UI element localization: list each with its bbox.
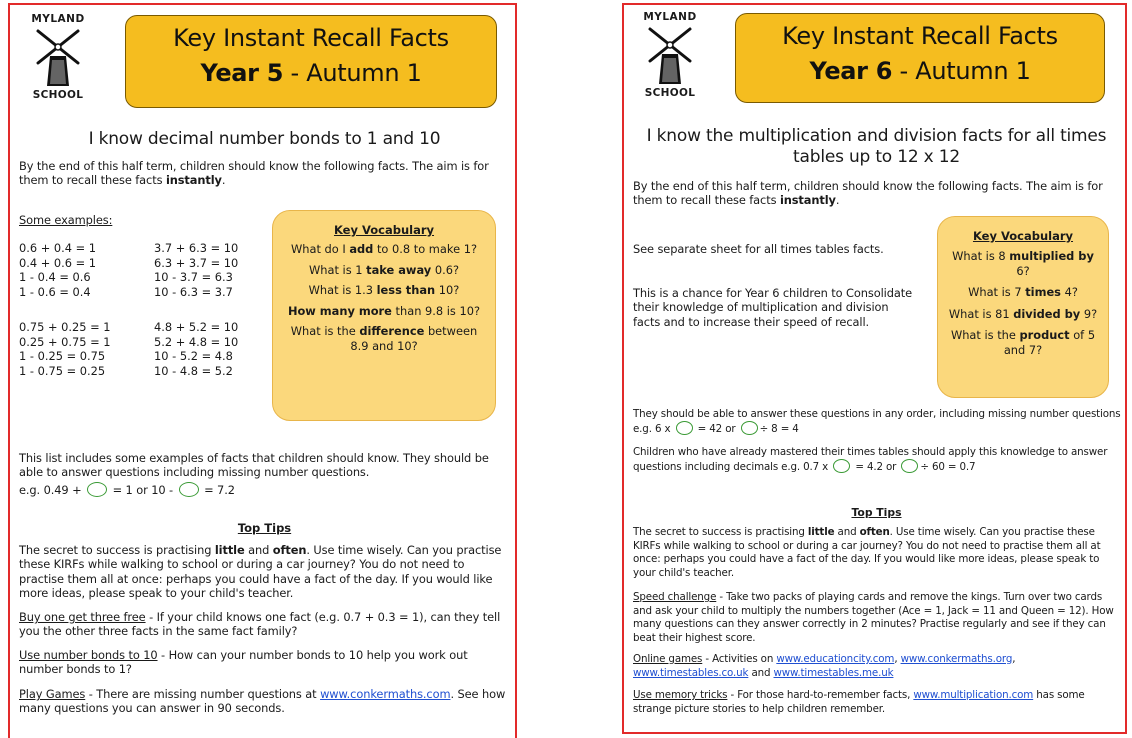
blank-circle-icon: [833, 459, 850, 473]
tip-buy-one: Buy one get three free - If your child knows one fact (e.g. 0.7 + 0.3 = 1), can they tell you the other three facts in the same fact family?: [19, 610, 501, 639]
fact-item: 1 - 0.6 = 0.4: [19, 284, 91, 299]
fact-item: 4.8 + 5.2 = 10: [154, 320, 239, 334]
top-tips-heading: Top Tips: [851, 506, 902, 519]
year6-sheet: [622, 3, 1127, 734]
title-text: Key Instant Recall Facts: [173, 24, 449, 52]
top-tips-heading: Top Tips: [237, 521, 292, 535]
intro-text: By the end of this half term, children should know the following facts. The aim is for them to recall these facts instantly.: [19, 159, 489, 188]
intro-text: By the end of this half term, children should know the following facts. The aim is for them to recall these facts instantly.: [633, 179, 1103, 208]
windmill-icon: [645, 24, 695, 84]
fact-item: 3.7 + 6.3 = 10: [154, 241, 239, 255]
tip-memory-tricks: Use memory tricks - For those hard-to-remember facts, www.multiplication.com has some strange picture stories to help children remember.: [633, 689, 1085, 715]
fact-item: 5.2 + 4.8 = 10: [154, 334, 239, 349]
vocab-item: What is the product of 5 and 7?: [950, 328, 1096, 357]
timestables-meuk-link[interactable]: www.timestables.me.uk: [773, 666, 894, 679]
vocab-item: How many more than 9.8 is 10?: [287, 303, 481, 318]
conkermaths-link[interactable]: www.conkermaths.com: [320, 687, 451, 701]
chance-text: This is a chance for Year 6 children to Consolidate their knowledge of multiplication and division facts and to increase their speed of recall.: [633, 286, 913, 329]
vocab-item: What is 8 multiplied by 6?: [952, 249, 1094, 278]
fact-item: 1 - 0.4 = 0.6: [19, 270, 91, 284]
fact-item: 10 - 4.8 = 5.2: [154, 363, 233, 378]
fact-item: 1 - 0.25 = 0.75: [19, 349, 106, 363]
vocab-title: Key Vocabulary: [333, 223, 435, 237]
fact-item: 10 - 5.2 = 4.8: [154, 349, 233, 363]
vocab-title: Key Vocabulary: [972, 229, 1074, 243]
see-separate-sheet: See separate sheet for all times tables facts.: [633, 242, 884, 256]
tip-number-bonds: Use number bonds to 10 - How can your number bonds to 10 help you work out number bonds to 1?: [19, 648, 468, 677]
fact-item: 0.25 + 0.75 = 1: [19, 334, 111, 349]
windmill-icon: [33, 26, 83, 86]
fact-item: 0.4 + 0.6 = 1: [19, 255, 97, 270]
key-vocabulary-box: [937, 216, 1109, 398]
blank-circle-icon: [676, 421, 693, 435]
missing-number-example: e.g. 0.49 + = 1 or 10 - = 7.2: [19, 483, 235, 497]
tip-online-games: Online games - Activities on www.educationcity.com, www.conkermaths.org, www.timestables.co.uk and www.timestables.me.uk: [633, 653, 1016, 679]
page-heading: I know decimal number bonds to 1 and 10: [88, 129, 441, 149]
title-banner: [125, 15, 497, 108]
key-vocabulary-box: [272, 210, 496, 421]
fact-item: 10 - 3.7 = 6.3: [154, 270, 233, 284]
educationcity-link[interactable]: www.educationcity.com: [776, 653, 895, 665]
blank-circle-icon: [87, 482, 107, 497]
tip-practise: The secret to success is practising little and often. Use time wisely. Can you practise these KIRFs while walking to school or during a car journey? You do not need to practise them all at once: perhaps you could have a fact of the day. If you would like more ideas, please speak to your child's teacher.: [19, 543, 502, 601]
tip-practise: The secret to success is practising little and often. Use time wisely. Can you practise these KIRFs while walking to school or during a car journey? You do not need to practise them all at once: perhaps you could have a fact of the day. If you would like more ideas, please speak to your child's teacher.: [633, 526, 1101, 579]
vocab-item: What is 81 divided by 9?: [948, 306, 1098, 321]
conkermaths-link[interactable]: www.conkermaths.org: [900, 653, 1013, 665]
multiplication-link[interactable]: www.multiplication.com: [913, 689, 1034, 701]
vocab-item: What is 1.3 less than 10?: [308, 283, 460, 297]
fact-item: 10 - 6.3 = 3.7: [154, 284, 233, 299]
any-order-text: They should be able to answer these questions in any order, including missing number questions e.g. 6 x = 42 or ÷ 8 = 4: [633, 408, 1121, 435]
vocab-item: What is 1 take away 0.6?: [309, 262, 459, 277]
blank-circle-icon: [901, 459, 918, 473]
vocab-item: What is the difference between 8.9 and 10?: [290, 324, 478, 353]
vocab-item: What do I add to 0.8 to make 1?: [290, 242, 477, 256]
school-logo: MYLAND SCHOOL: [31, 13, 85, 101]
facts-col2-group1: [154, 241, 279, 299]
title-text: Key Instant Recall Facts: [782, 22, 1058, 50]
title-banner: [735, 13, 1105, 103]
vocab-item: What is 7 times 4?: [968, 285, 1078, 299]
facts-col2-group2: [154, 320, 279, 378]
school-logo: MYLAND SCHOOL: [643, 11, 697, 99]
blank-circle-icon: [741, 421, 758, 435]
fact-item: 6.3 + 3.7 = 10: [154, 255, 239, 270]
year5-sheet: [8, 3, 517, 738]
facts-col1-group1: [19, 241, 144, 299]
timestables-couk-link[interactable]: www.timestables.co.uk: [633, 666, 749, 679]
fact-item: 1 - 0.75 = 0.25: [19, 363, 106, 378]
mastered-text: Children who have already mastered their times tables should apply this knowledge to answer questions including decimals e.g. 0.7 x = 4.2 or ÷ 60 = 0.7: [633, 446, 1108, 473]
facts-col1-group2: [19, 320, 144, 378]
list-description: This list includes some examples of facts that children should know. They should be able to answer questions including missing number questions.: [19, 451, 489, 480]
fact-item: 0.75 + 0.25 = 1: [19, 320, 111, 334]
page-heading: I know the multiplication and division facts for all times tables up to 12 x 12: [646, 126, 1107, 167]
tip-play-games: Play Games - There are missing number questions at www.conkermaths.com. See how many questions you can answer in 90 seconds.: [19, 687, 506, 716]
blank-circle-icon: [179, 482, 199, 497]
title-year-term: Year 6 - Autumn 1: [809, 57, 1031, 85]
fact-item: 0.6 + 0.4 = 1: [19, 241, 97, 255]
examples-label: Some examples:: [19, 213, 113, 227]
title-year-term: Year 5 - Autumn 1: [200, 59, 422, 87]
tip-speed-challenge: Speed challenge - Take two packs of playing cards and remove the kings. Turn over two cards and ask your child to multiply the numbers together (Ace = 1, Jack = 11 and Queen = 12). How many questions can they answer correctly in 2 minutes? Practise regularly and see if they can beat their highest score.: [633, 591, 1114, 644]
